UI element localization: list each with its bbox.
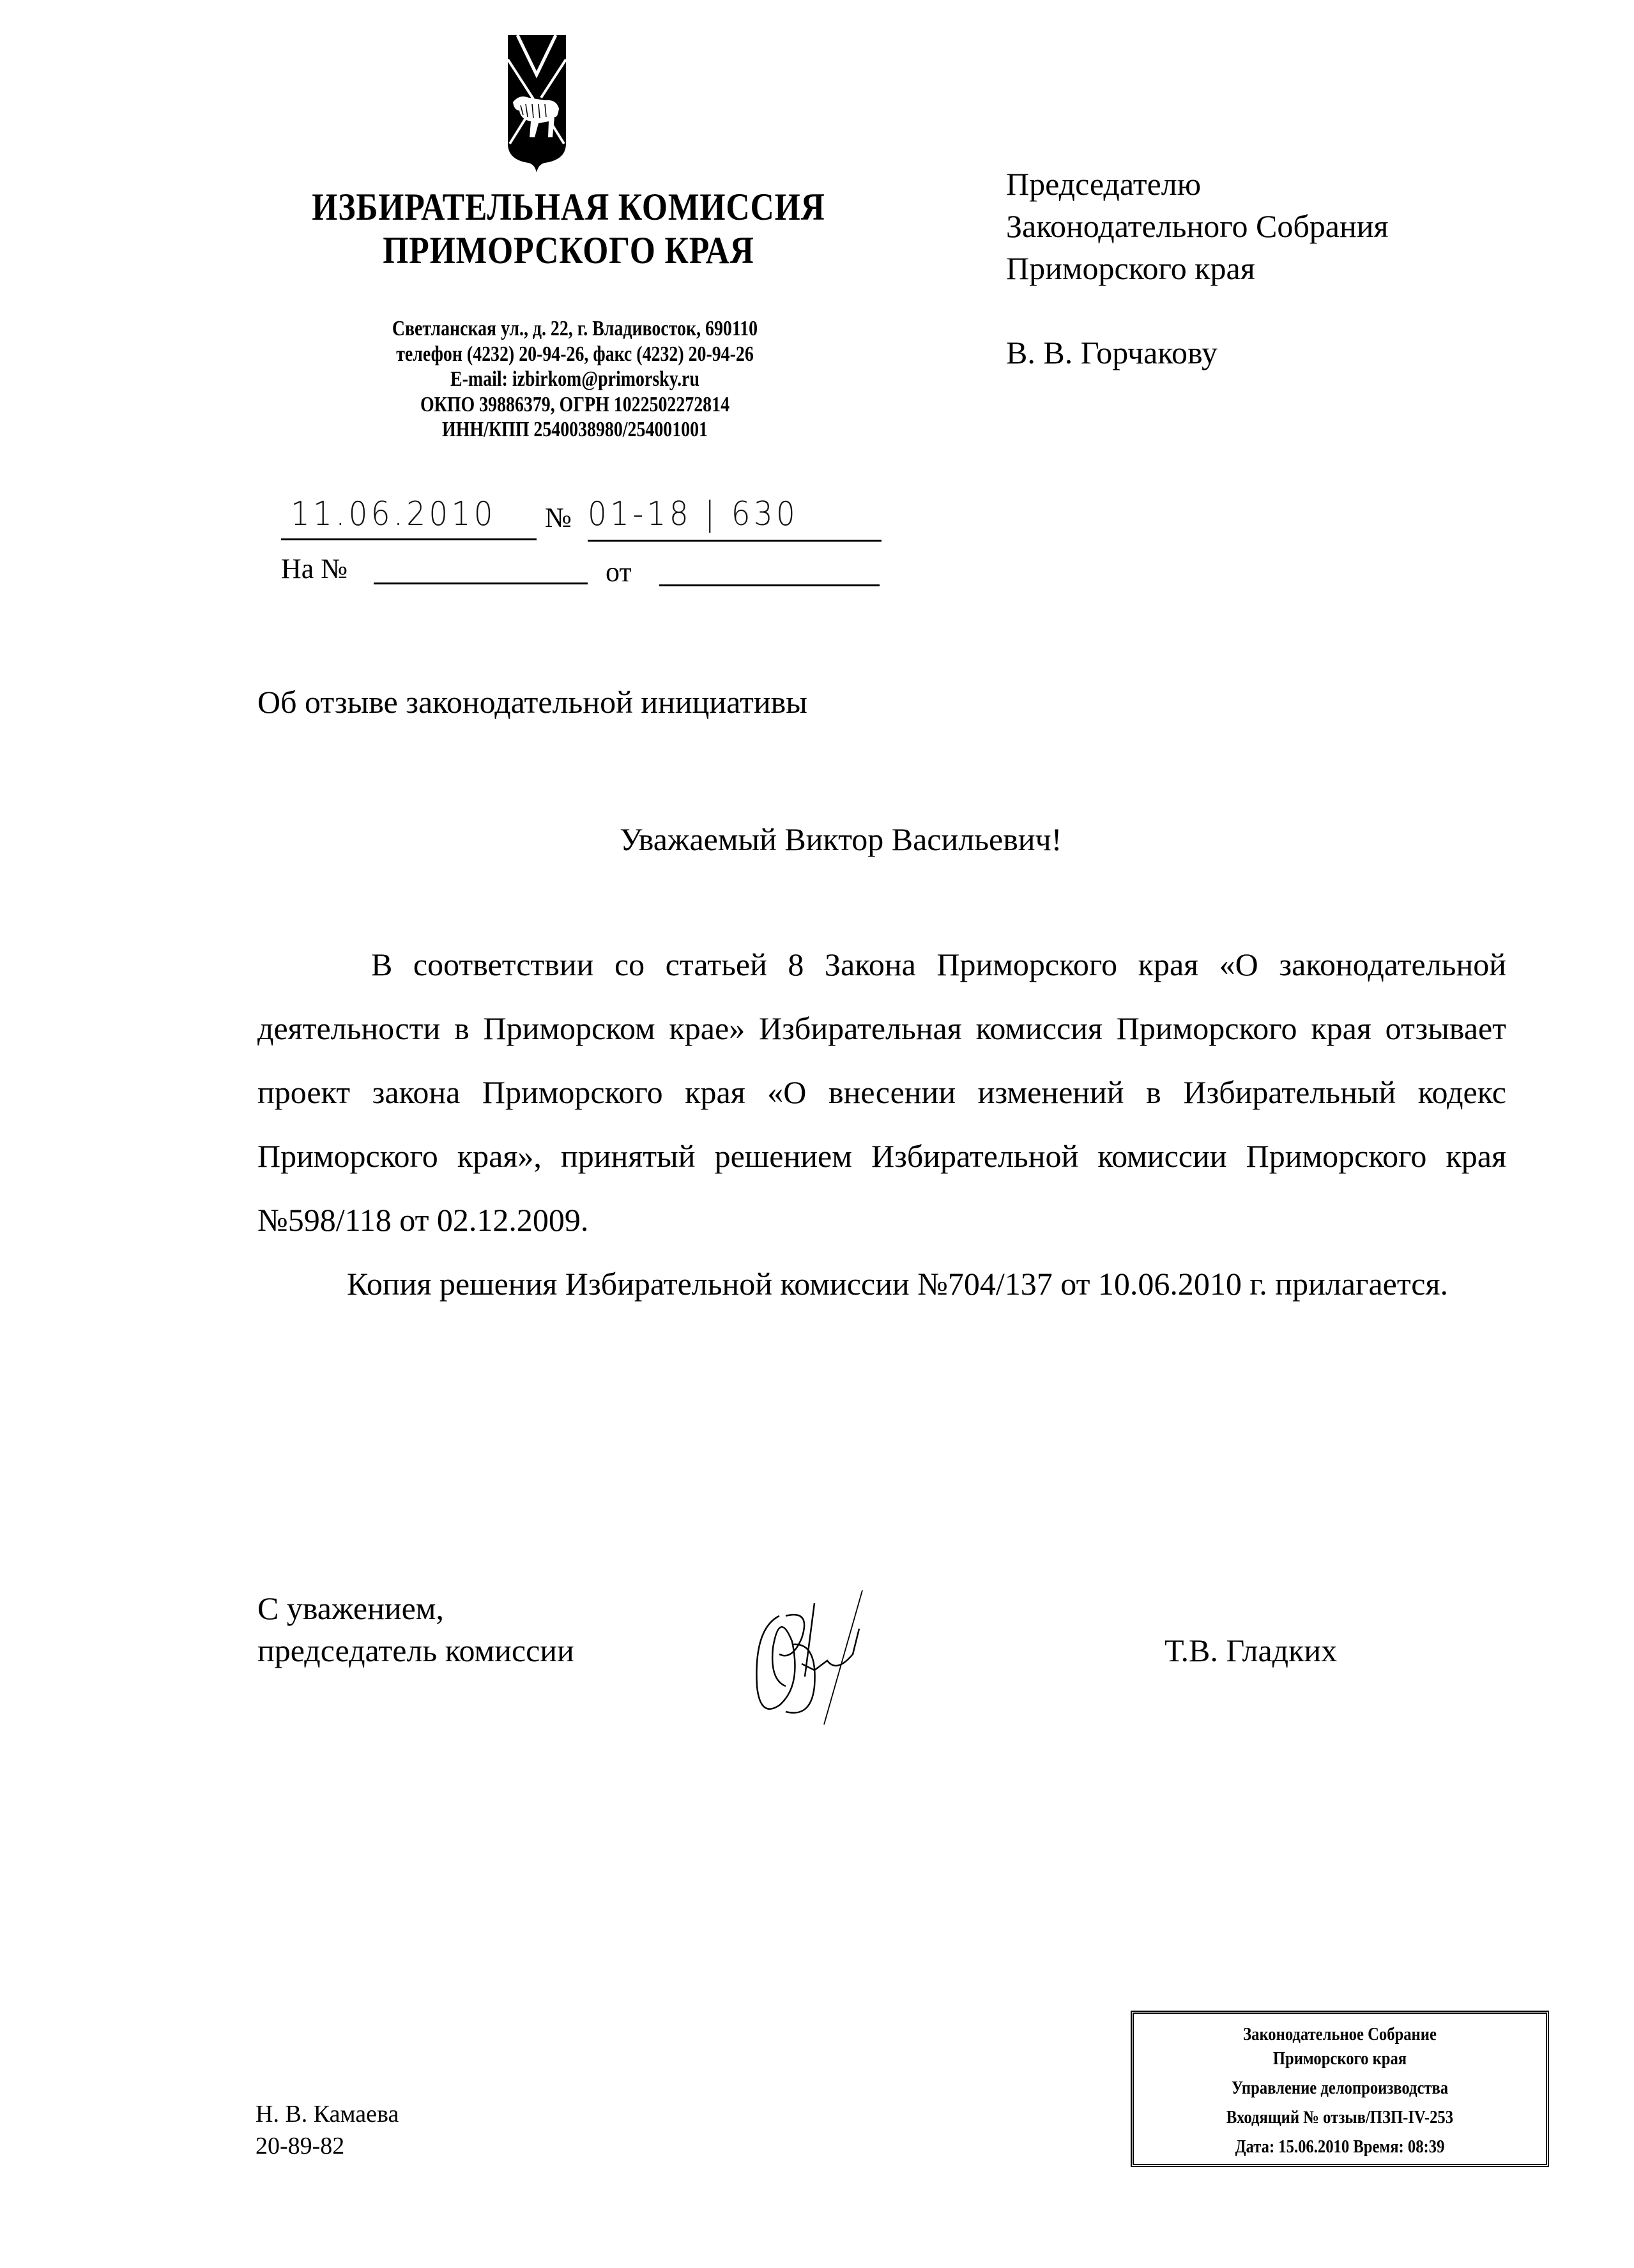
inn-kpp: ИНН/КПП 2540038980/254001001	[442, 418, 708, 441]
number-label: №	[545, 502, 572, 533]
addressee-line3: Приморского края	[1006, 250, 1255, 286]
address: Светланская ул., д. 22, г. Владивосток, 690110	[392, 317, 758, 340]
stamp-line1: Законодательное Собрание	[1243, 2025, 1437, 2044]
letter-body	[257, 932, 1506, 1316]
outgoing-date: 11.06.2010	[291, 495, 496, 533]
executor-name: Н. В. Камаева	[256, 2101, 399, 2127]
closing-line1: С уважением,	[257, 1590, 444, 1626]
outgoing-number: 01-18 | 630	[588, 495, 799, 533]
okpo-ogrn: ОКПО 39886379, ОГРН 1022502272814	[420, 392, 730, 416]
from-field	[659, 584, 880, 586]
addressee-name: В. В. Горчакову	[1006, 335, 1218, 370]
addressee-line1: Председателю	[1006, 166, 1202, 202]
organization-name	[294, 185, 843, 272]
reply-to-field	[374, 582, 588, 584]
closing-line2: председатель комиссии	[257, 1633, 574, 1668]
email: E-mail: izbirkom@primorsky.ru	[450, 367, 699, 391]
organization-name-line1: ИЗБИРАТЕЛЬНАЯ КОМИССИЯ	[312, 186, 825, 228]
closing-block	[257, 1587, 574, 1671]
organization-contacts	[313, 316, 837, 443]
executor-phone: 20-89-82	[256, 2133, 345, 2159]
stamp-line4: Входящий № отзыв/ПЗП-IV-253	[1226, 2108, 1454, 2127]
coat-of-arms-icon	[507, 35, 567, 172]
registration-block	[268, 495, 894, 588]
body-paragraph: Копия решения Избирательной комиссии №704/137 от 10.06.2010 г. прилагается.	[347, 1266, 1448, 1302]
incoming-registration-stamp	[1131, 2011, 1549, 2167]
addressee-block	[1006, 163, 1581, 374]
salutation: Уважаемый Виктор Васильевич!	[620, 821, 1062, 857]
signature-icon	[741, 1590, 996, 1737]
phone-fax: телефон (4232) 20-94-26, факс (4232) 20-94-26	[396, 342, 754, 366]
signer-name: Т.В. Гладких	[1164, 1633, 1338, 1668]
stamp-line5: Дата: 15.06.2010 Время: 08:39	[1235, 2137, 1445, 2157]
stamp-line3: Управление делопроизводства	[1231, 2078, 1449, 2098]
addressee-line2: Законодательного Собрания	[1006, 208, 1389, 244]
reply-to-label: На №	[281, 553, 348, 584]
organization-name-line2: ПРИМОРСКОГО КРАЯ	[383, 229, 754, 271]
stamp-line2: Приморского края	[1272, 2049, 1407, 2069]
letter-subject: Об отзыве законодательной инициативы	[257, 684, 807, 720]
executor-block	[256, 2098, 399, 2162]
body-paragraph: В соответствии со статьей 8 Закона Приморского края «О законодательной деятельности в Приморском крае» Избирательная комиссия Приморского края отзывает проект закона Приморского края «О внесении изменений в Избирательный кодекс Приморского края», принятый решением Избирательной комиссии Приморского края №598/118 от 02.12.2009.	[257, 947, 1506, 1238]
from-label: от	[606, 556, 632, 588]
